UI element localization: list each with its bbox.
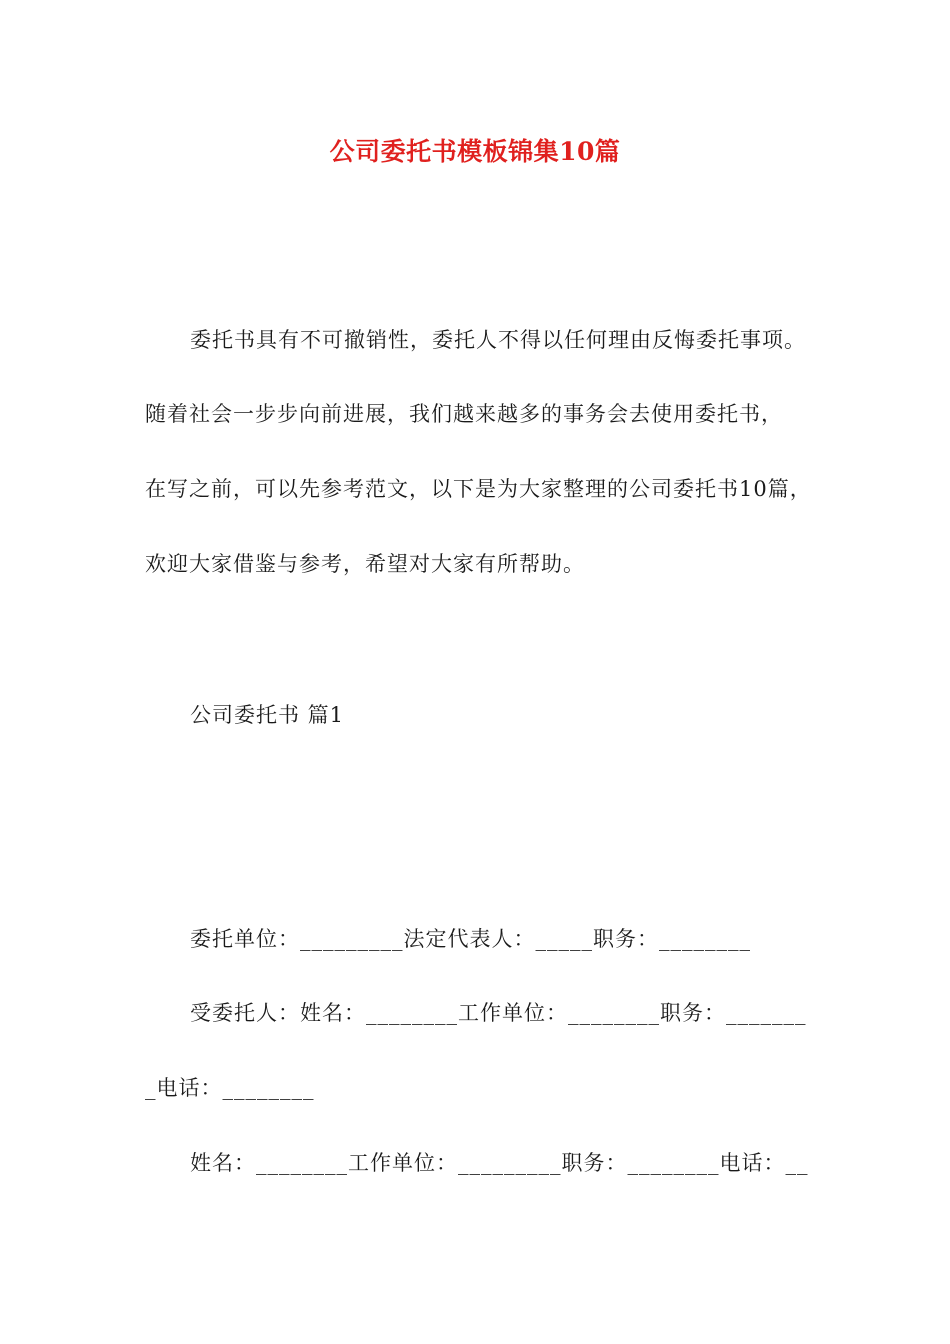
document-title: 公司委托书模板锦集10篇	[329, 137, 621, 166]
form-line-4: 姓名：________工作单位：_________职务：________电话：__	[190, 1151, 809, 1175]
section-heading: 公司委托书 篇1	[190, 703, 345, 727]
intro-line-3: 在写之前，可以先参考范文，以下是为大家整理的公司委托书10篇，	[145, 477, 812, 501]
intro-line-4: 欢迎大家借鉴与参考，希望对大家有所帮助。	[145, 552, 585, 576]
intro-line-1: 委托书具有不可撤销性，委托人不得以任何理由反悔委托事项。	[190, 328, 806, 352]
intro-line-2: 随着社会一步步向前进展，我们越来越多的事务会去使用委托书，	[145, 402, 783, 426]
form-line-1: 委托单位：_________法定代表人：_____职务：________	[190, 927, 751, 951]
form-line-3: _电话：________	[145, 1076, 315, 1100]
form-line-2: 受委托人：姓名：________工作单位：________职务：_______	[190, 1001, 807, 1025]
